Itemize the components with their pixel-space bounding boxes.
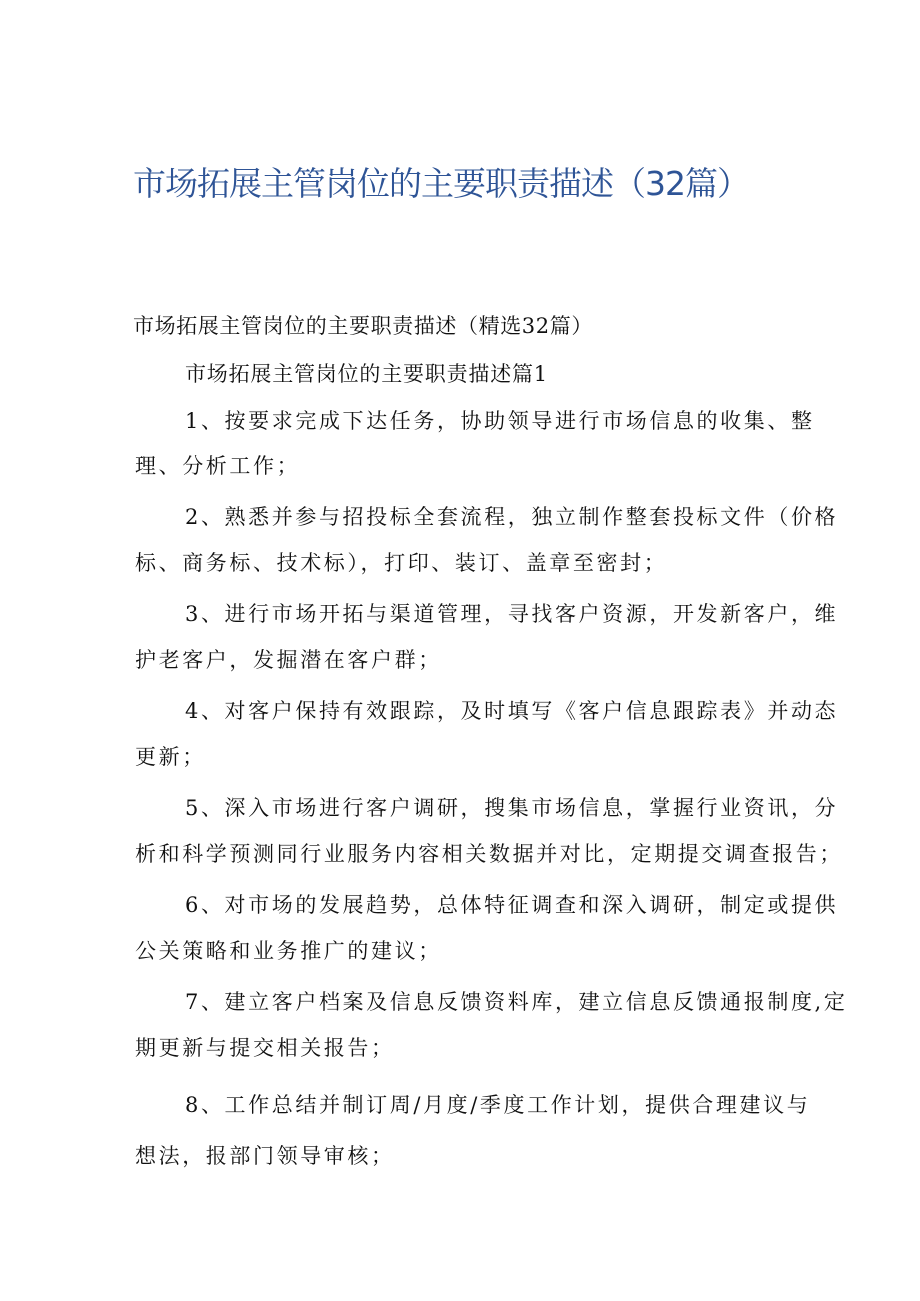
duty-item-3-line-2: 护老客户，发掘潜在客户群； bbox=[135, 648, 442, 672]
duty-item-6-line-1: 6、对市场的发展趋势，总体特征调查和深入调研，制定或提供 bbox=[185, 893, 839, 917]
duty-item-1-line-2: 理、分析工作； bbox=[135, 454, 301, 478]
duty-item-5-line-1: 5、深入市场进行客户调研，搜集市场信息，掌握行业资讯，分 bbox=[185, 796, 839, 820]
duty-item-4-line-2: 更新； bbox=[135, 745, 206, 769]
duty-item-7-line-1: 7、建立客户档案及信息反馈资料库，建立信息反馈通报制度,定 bbox=[185, 990, 848, 1014]
duty-item-2-line-2: 标、商务标、技术标），打印、装订、盖章至密封； bbox=[135, 551, 668, 575]
duty-item-4-line-1: 4、对客户保持有效跟踪，及时填写《客户信息跟踪表》并动态 bbox=[185, 699, 839, 723]
duty-item-7-line-2: 期更新与提交相关报告； bbox=[135, 1036, 395, 1060]
duty-item-5-line-2: 析和科学预测同行业服务内容相关数据并对比，定期提交调查报告； bbox=[135, 842, 843, 866]
document-subtitle: 市场拓展主管岗位的主要职责描述（精选32篇） bbox=[133, 314, 593, 338]
duty-item-6-line-2: 公关策略和业务推广的建议； bbox=[135, 939, 442, 963]
duty-item-3-line-1: 3、进行市场开拓与渠道管理，寻找客户资源，开发新客户，维 bbox=[185, 602, 839, 626]
document-title: 市场拓展主管岗位的主要职责描述（32篇） bbox=[133, 164, 749, 203]
duty-item-8-line-2: 想法，报部门领导审核； bbox=[135, 1144, 395, 1168]
duty-item-1-line-1: 1、按要求完成下达任务，协助领导进行市场信息的收集、整 bbox=[185, 409, 815, 433]
duty-item-2-line-1: 2、熟悉并参与招投标全套流程，独立制作整套投标文件（价格 bbox=[185, 505, 839, 529]
section-heading: 市场拓展主管岗位的主要职责描述篇1 bbox=[185, 362, 548, 386]
duty-item-8-line-1: 8、工作总结并制订周/月度/季度工作计划，提供合理建议与 bbox=[185, 1093, 811, 1117]
